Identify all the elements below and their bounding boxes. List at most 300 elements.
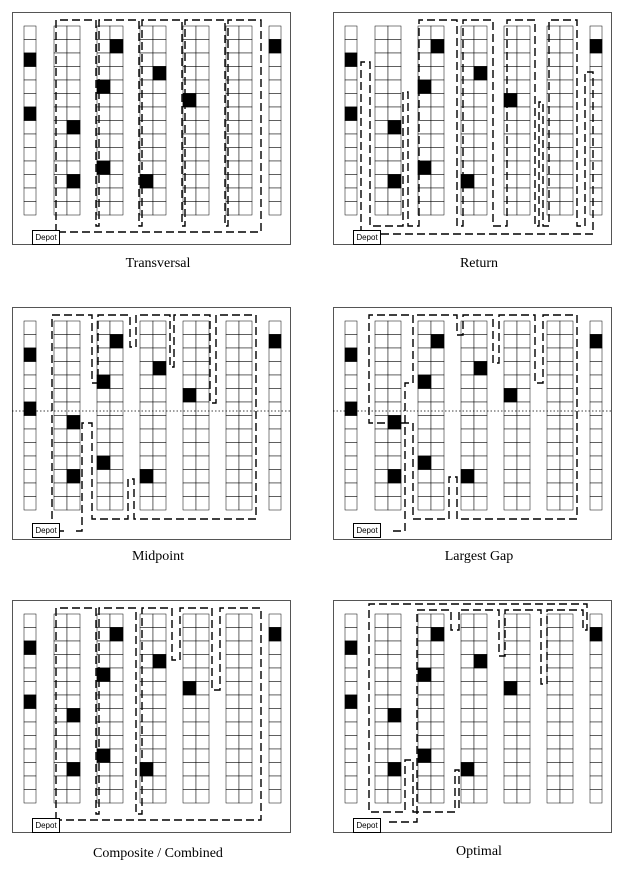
storage-cell bbox=[67, 53, 80, 67]
storage-cell bbox=[239, 402, 252, 416]
storage-cell bbox=[431, 470, 444, 484]
storage-cell bbox=[517, 148, 530, 162]
pick-location bbox=[110, 628, 123, 642]
storage-cell bbox=[269, 655, 281, 669]
storage-cell bbox=[345, 749, 357, 763]
storage-cell bbox=[560, 121, 573, 135]
storage-cell bbox=[590, 148, 602, 162]
storage-cell bbox=[388, 402, 401, 416]
storage-cell bbox=[560, 26, 573, 40]
storage-cell bbox=[140, 402, 153, 416]
storage-cell bbox=[474, 776, 487, 790]
storage-cell bbox=[418, 776, 431, 790]
storage-cell bbox=[153, 26, 166, 40]
storage-cell bbox=[504, 161, 517, 175]
pick-location bbox=[67, 416, 80, 430]
storage-cell bbox=[504, 641, 517, 655]
pick-location bbox=[345, 641, 357, 655]
storage-cell bbox=[183, 641, 196, 655]
storage-cell bbox=[517, 682, 530, 696]
storage-cell bbox=[183, 321, 196, 335]
storage-cell bbox=[153, 682, 166, 696]
storage-cell bbox=[431, 321, 444, 335]
storage-cell bbox=[196, 94, 209, 108]
storage-cell bbox=[153, 402, 166, 416]
storage-cell bbox=[504, 695, 517, 709]
storage-cell bbox=[110, 94, 123, 108]
storage-cell bbox=[375, 389, 388, 403]
panel-midpoint bbox=[12, 307, 304, 587]
storage-cell bbox=[345, 148, 357, 162]
storage-cell bbox=[560, 628, 573, 642]
storage-cell bbox=[504, 362, 517, 376]
storage-cell bbox=[183, 470, 196, 484]
storage-cell bbox=[345, 443, 357, 457]
pick-location bbox=[504, 94, 517, 108]
storage-cell bbox=[517, 429, 530, 443]
storage-cell bbox=[547, 763, 560, 777]
pick-location bbox=[431, 628, 444, 642]
pick-location bbox=[24, 695, 36, 709]
storage-cell bbox=[388, 429, 401, 443]
storage-cell bbox=[431, 655, 444, 669]
storage-cell bbox=[239, 348, 252, 362]
storage-cell bbox=[24, 26, 36, 40]
storage-cell bbox=[590, 736, 602, 750]
storage-cell bbox=[375, 202, 388, 216]
panel-caption: Composite / Combined bbox=[93, 846, 223, 861]
storage-cell bbox=[67, 722, 80, 736]
storage-cell bbox=[226, 790, 239, 804]
storage-cell bbox=[24, 375, 36, 389]
storage-cell bbox=[474, 668, 487, 682]
storage-cell bbox=[388, 40, 401, 54]
storage-cell bbox=[590, 161, 602, 175]
storage-cell bbox=[560, 749, 573, 763]
storage-cell bbox=[196, 749, 209, 763]
storage-cell bbox=[590, 26, 602, 40]
storage-cell bbox=[269, 161, 281, 175]
storage-cell bbox=[196, 668, 209, 682]
storage-cell bbox=[345, 134, 357, 148]
storage-cell bbox=[375, 628, 388, 642]
storage-cell bbox=[67, 26, 80, 40]
storage-cell bbox=[590, 175, 602, 189]
storage-cell bbox=[24, 628, 36, 642]
pick-location bbox=[504, 389, 517, 403]
storage-cell bbox=[461, 443, 474, 457]
storage-cell bbox=[239, 456, 252, 470]
storage-cell bbox=[547, 483, 560, 497]
storage-cell bbox=[239, 709, 252, 723]
storage-cell bbox=[110, 483, 123, 497]
storage-cell bbox=[547, 416, 560, 430]
storage-cell bbox=[375, 641, 388, 655]
storage-cell bbox=[474, 722, 487, 736]
warehouse-diagram bbox=[333, 600, 625, 835]
storage-cell bbox=[517, 161, 530, 175]
panel-caption: Largest Gap bbox=[444, 549, 514, 564]
storage-cell bbox=[461, 722, 474, 736]
storage-cell bbox=[517, 188, 530, 202]
storage-cell bbox=[24, 483, 36, 497]
storage-cell bbox=[590, 614, 602, 628]
storage-cell bbox=[375, 40, 388, 54]
storage-cell bbox=[461, 655, 474, 669]
storage-cell bbox=[239, 628, 252, 642]
storage-cell bbox=[24, 790, 36, 804]
storage-cell bbox=[183, 614, 196, 628]
storage-cell bbox=[345, 375, 357, 389]
storage-cell bbox=[431, 53, 444, 67]
storage-cell bbox=[345, 682, 357, 696]
storage-cell bbox=[345, 175, 357, 189]
storage-cell bbox=[388, 375, 401, 389]
pick-location bbox=[153, 655, 166, 669]
storage-cell bbox=[140, 497, 153, 511]
pick-location bbox=[461, 470, 474, 484]
storage-cell bbox=[97, 321, 110, 335]
storage-cell bbox=[110, 402, 123, 416]
storage-cell bbox=[140, 416, 153, 430]
storage-cell bbox=[418, 188, 431, 202]
storage-cell bbox=[110, 188, 123, 202]
storage-cell bbox=[153, 641, 166, 655]
storage-cell bbox=[474, 749, 487, 763]
storage-cell bbox=[375, 134, 388, 148]
storage-cell bbox=[67, 443, 80, 457]
storage-cell bbox=[239, 722, 252, 736]
storage-cell bbox=[431, 763, 444, 777]
depot-box: Depot bbox=[32, 230, 60, 245]
storage-cell bbox=[153, 776, 166, 790]
storage-cell bbox=[590, 416, 602, 430]
storage-cell bbox=[110, 443, 123, 457]
storage-cell bbox=[517, 483, 530, 497]
storage-cell bbox=[153, 497, 166, 511]
storage-cell bbox=[461, 497, 474, 511]
pick-location bbox=[183, 682, 196, 696]
storage-cell bbox=[388, 321, 401, 335]
storage-cell bbox=[239, 641, 252, 655]
storage-cell bbox=[560, 483, 573, 497]
storage-cell bbox=[388, 389, 401, 403]
storage-cell bbox=[504, 188, 517, 202]
storage-cell bbox=[196, 389, 209, 403]
storage-cell bbox=[110, 456, 123, 470]
storage-cell bbox=[590, 375, 602, 389]
storage-cell bbox=[590, 389, 602, 403]
storage-cell bbox=[517, 776, 530, 790]
storage-cell bbox=[504, 483, 517, 497]
storage-cell bbox=[431, 175, 444, 189]
pick-location bbox=[67, 470, 80, 484]
storage-cell bbox=[67, 614, 80, 628]
storage-cell bbox=[24, 321, 36, 335]
pick-location bbox=[474, 362, 487, 376]
storage-cell bbox=[547, 335, 560, 349]
storage-cell bbox=[153, 134, 166, 148]
storage-cell bbox=[560, 175, 573, 189]
storage-cell bbox=[110, 641, 123, 655]
panel-caption: Transversal bbox=[125, 256, 191, 271]
storage-cell bbox=[461, 402, 474, 416]
storage-cell bbox=[418, 67, 431, 81]
storage-cell bbox=[239, 736, 252, 750]
storage-cell bbox=[226, 614, 239, 628]
storage-cell bbox=[153, 202, 166, 216]
storage-cell bbox=[183, 483, 196, 497]
storage-cell bbox=[517, 134, 530, 148]
storage-cell bbox=[345, 497, 357, 511]
storage-cell bbox=[388, 134, 401, 148]
storage-cell bbox=[269, 26, 281, 40]
storage-cell bbox=[183, 402, 196, 416]
storage-cell bbox=[24, 497, 36, 511]
storage-cell bbox=[196, 641, 209, 655]
storage-cell bbox=[345, 429, 357, 443]
storage-cell bbox=[196, 202, 209, 216]
storage-cell bbox=[226, 655, 239, 669]
storage-cell bbox=[97, 470, 110, 484]
storage-cell bbox=[153, 321, 166, 335]
storage-cell bbox=[590, 67, 602, 81]
storage-cell bbox=[418, 202, 431, 216]
storage-cell bbox=[54, 375, 67, 389]
pick-location bbox=[24, 641, 36, 655]
pick-location bbox=[590, 40, 602, 54]
storage-cell bbox=[560, 161, 573, 175]
storage-cell bbox=[269, 321, 281, 335]
storage-cell bbox=[153, 148, 166, 162]
storage-cell bbox=[196, 416, 209, 430]
storage-cell bbox=[517, 26, 530, 40]
storage-cell bbox=[140, 362, 153, 376]
storage-cell bbox=[153, 443, 166, 457]
storage-cell bbox=[239, 362, 252, 376]
storage-cell bbox=[153, 709, 166, 723]
storage-cell bbox=[24, 40, 36, 54]
storage-cell bbox=[196, 614, 209, 628]
storage-cell bbox=[183, 722, 196, 736]
storage-cell bbox=[388, 695, 401, 709]
storage-cell bbox=[140, 348, 153, 362]
storage-cell bbox=[504, 40, 517, 54]
storage-cell bbox=[375, 188, 388, 202]
storage-cell bbox=[461, 709, 474, 723]
pick-location bbox=[388, 121, 401, 135]
storage-cell bbox=[474, 456, 487, 470]
storage-cell bbox=[431, 497, 444, 511]
storage-cell bbox=[560, 107, 573, 121]
storage-cell bbox=[375, 94, 388, 108]
storage-cell bbox=[388, 776, 401, 790]
storage-cell bbox=[140, 335, 153, 349]
storage-cell bbox=[110, 26, 123, 40]
storage-cell bbox=[474, 107, 487, 121]
storage-cell bbox=[97, 402, 110, 416]
storage-cell bbox=[375, 790, 388, 804]
storage-cell bbox=[239, 161, 252, 175]
pick-location bbox=[418, 456, 431, 470]
storage-cell bbox=[418, 53, 431, 67]
storage-cell bbox=[418, 614, 431, 628]
storage-cell bbox=[153, 736, 166, 750]
storage-cell bbox=[345, 321, 357, 335]
storage-cell bbox=[345, 736, 357, 750]
storage-cell bbox=[590, 709, 602, 723]
storage-cell bbox=[153, 456, 166, 470]
storage-cell bbox=[388, 362, 401, 376]
storage-cell bbox=[474, 483, 487, 497]
storage-cell bbox=[153, 416, 166, 430]
storage-cell bbox=[461, 456, 474, 470]
storage-cell bbox=[504, 402, 517, 416]
panel-return bbox=[333, 12, 625, 292]
storage-cell bbox=[560, 375, 573, 389]
storage-cell bbox=[388, 188, 401, 202]
storage-cell bbox=[67, 134, 80, 148]
storage-cell bbox=[517, 790, 530, 804]
storage-cell bbox=[461, 628, 474, 642]
storage-cell bbox=[560, 641, 573, 655]
storage-cell bbox=[24, 94, 36, 108]
storage-cell bbox=[560, 682, 573, 696]
storage-cell bbox=[474, 53, 487, 67]
storage-cell bbox=[110, 668, 123, 682]
storage-cell bbox=[269, 375, 281, 389]
storage-cell bbox=[560, 389, 573, 403]
storage-cell bbox=[183, 763, 196, 777]
storage-cell bbox=[375, 321, 388, 335]
storage-cell bbox=[345, 161, 357, 175]
storage-cell bbox=[375, 763, 388, 777]
storage-cell bbox=[504, 497, 517, 511]
storage-cell bbox=[388, 641, 401, 655]
storage-cell bbox=[560, 348, 573, 362]
storage-cell bbox=[269, 776, 281, 790]
storage-cell bbox=[388, 53, 401, 67]
panel-composite bbox=[12, 600, 304, 880]
storage-cell bbox=[517, 443, 530, 457]
storage-cell bbox=[517, 362, 530, 376]
storage-cell bbox=[183, 362, 196, 376]
storage-cell bbox=[269, 614, 281, 628]
storage-cell bbox=[560, 40, 573, 54]
pick-location bbox=[388, 709, 401, 723]
storage-cell bbox=[239, 443, 252, 457]
storage-cell bbox=[388, 456, 401, 470]
storage-cell bbox=[517, 749, 530, 763]
storage-cell bbox=[196, 121, 209, 135]
storage-cell bbox=[504, 614, 517, 628]
storage-cell bbox=[24, 161, 36, 175]
storage-cell bbox=[67, 375, 80, 389]
storage-cell bbox=[67, 682, 80, 696]
storage-cell bbox=[560, 443, 573, 457]
storage-cell bbox=[153, 121, 166, 135]
storage-cell bbox=[24, 736, 36, 750]
storage-cell bbox=[269, 790, 281, 804]
storage-cell bbox=[196, 763, 209, 777]
storage-cell bbox=[183, 348, 196, 362]
storage-cell bbox=[388, 94, 401, 108]
storage-cell bbox=[560, 776, 573, 790]
storage-cell bbox=[504, 470, 517, 484]
storage-cell bbox=[239, 483, 252, 497]
storage-cell bbox=[153, 40, 166, 54]
pick-location bbox=[110, 40, 123, 54]
warehouse-diagram bbox=[12, 307, 304, 542]
storage-cell bbox=[153, 175, 166, 189]
storage-cell bbox=[153, 389, 166, 403]
storage-cell bbox=[239, 497, 252, 511]
storage-cell bbox=[226, 375, 239, 389]
storage-cell bbox=[560, 470, 573, 484]
storage-cell bbox=[375, 53, 388, 67]
storage-cell bbox=[517, 628, 530, 642]
storage-cell bbox=[590, 80, 602, 94]
storage-cell bbox=[110, 362, 123, 376]
storage-cell bbox=[474, 497, 487, 511]
storage-cell bbox=[431, 362, 444, 376]
storage-cell bbox=[239, 790, 252, 804]
storage-cell bbox=[418, 682, 431, 696]
storage-cell bbox=[418, 483, 431, 497]
storage-cell bbox=[504, 375, 517, 389]
storage-cell bbox=[226, 668, 239, 682]
storage-cell bbox=[388, 483, 401, 497]
storage-cell bbox=[269, 722, 281, 736]
storage-cell bbox=[547, 790, 560, 804]
storage-cell bbox=[345, 470, 357, 484]
storage-cell bbox=[431, 26, 444, 40]
storage-rack bbox=[269, 321, 281, 510]
pick-location bbox=[269, 335, 281, 349]
storage-cell bbox=[196, 655, 209, 669]
warehouse-diagram bbox=[333, 307, 625, 542]
storage-cell bbox=[239, 80, 252, 94]
storage-cell bbox=[560, 790, 573, 804]
storage-rack bbox=[547, 26, 573, 215]
storage-cell bbox=[560, 722, 573, 736]
storage-cell bbox=[67, 94, 80, 108]
storage-cell bbox=[560, 497, 573, 511]
storage-cell bbox=[153, 722, 166, 736]
storage-cell bbox=[547, 456, 560, 470]
storage-cell bbox=[431, 682, 444, 696]
storage-cell bbox=[67, 483, 80, 497]
storage-cell bbox=[474, 695, 487, 709]
storage-cell bbox=[504, 107, 517, 121]
storage-cell bbox=[196, 321, 209, 335]
storage-cell bbox=[24, 188, 36, 202]
storage-cell bbox=[269, 94, 281, 108]
storage-cell bbox=[375, 470, 388, 484]
storage-cell bbox=[67, 749, 80, 763]
storage-cell bbox=[547, 321, 560, 335]
storage-cell bbox=[183, 709, 196, 723]
storage-cell bbox=[226, 470, 239, 484]
storage-cell bbox=[547, 497, 560, 511]
storage-cell bbox=[226, 709, 239, 723]
storage-cell bbox=[547, 362, 560, 376]
storage-cell bbox=[431, 80, 444, 94]
storage-rack bbox=[226, 614, 252, 803]
storage-cell bbox=[375, 175, 388, 189]
storage-cell bbox=[461, 776, 474, 790]
storage-cell bbox=[388, 614, 401, 628]
